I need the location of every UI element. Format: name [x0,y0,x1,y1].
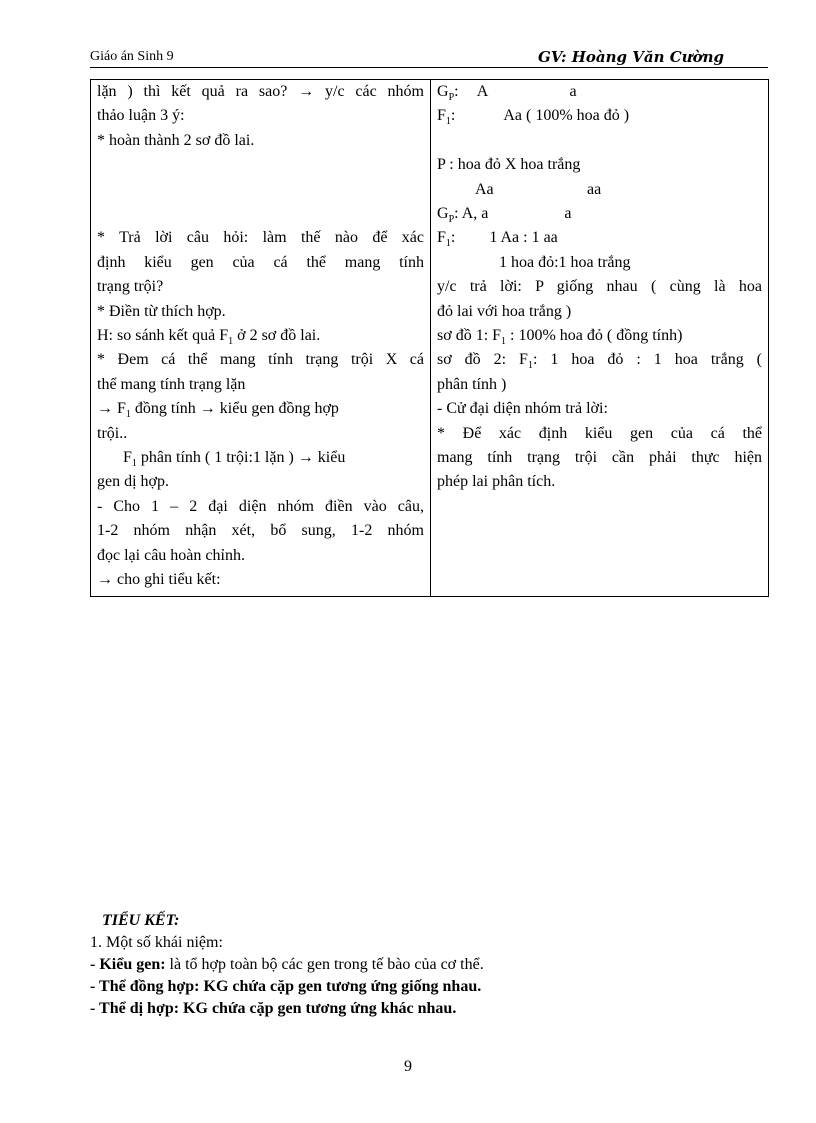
right-line: phân tính ) [437,375,507,393]
left-line: → $F_1$ đồng tính → kiểu gen đồng hợp [97,400,339,421]
left-line: lặn ) thì kết quả ra sao? → y/c các nhóm [97,83,424,100]
right-line: - Cử đại diện nhóm trả lời: [437,400,608,418]
right-line: phép lai phân tích. [437,473,556,491]
gamete-line: $G_P$: A a [437,83,577,104]
left-line: - Cho 1 – 2 đại diện nhóm điền vào câu, [97,497,424,515]
genotype-line: Aa aa [475,180,602,198]
summary-item: - Thể dị hợp: KG chứa cặp gen tương ứng khác nhau. [90,1000,457,1017]
lesson-table [90,79,769,597]
student-activity-column [431,80,769,597]
summary-section [90,910,770,1020]
left-line: → cho ghi tiểu kết: [97,571,221,589]
right-line: đỏ lai với hoa trắng ) [437,302,572,320]
header-subject: Giáo án Sinh 9 [90,49,174,64]
left-line: thể mang tính trạng lặn [97,375,246,393]
summary-heading: 1. Một số khái niệm: [90,934,223,951]
summary-title: TIỂU KẾT: [102,912,180,929]
f1-line: $F_1$: 1 Aa : 1 aa [437,229,558,250]
left-line: * Trả lời câu hỏi: làm thế nào để xác [97,229,424,247]
left-line: đọc lại câu hoàn chỉnh. [97,546,245,564]
left-line: 1-2 nhóm nhận xét, bổ sung, 1-2 nhóm [97,522,424,540]
summary-item: - Kiểu gen: là tổ hợp toàn bộ các gen trong tế bào của cơ thể. [90,956,484,973]
page-number: 9 [404,1058,412,1075]
right-line: mang tính trạng trội cần phải thực hiện [437,449,762,467]
left-line: * Đem cá thể mang tính trạng trội X cá [97,351,424,369]
right-line: sơ đồ 2: $F_1$: 1 hoa đỏ : 1 hoa trắng ( [437,351,763,372]
left-line: thảo luận 3 ý: [97,107,185,125]
right-line: sơ đồ 1: $F_1$ : 100% hoa đỏ ( đồng tính) [437,327,683,348]
left-line: H: so sánh kết quả $F_1$ ở 2 sơ đồ lai. [97,327,321,348]
page-header [90,49,768,68]
teacher-activity-column [91,80,431,597]
summary-item: - Thể đồng hợp: KG chứa cặp gen tương ứng giống nhau. [90,978,482,995]
left-line: gen dị hợp. [97,473,170,491]
right-line: * Để xác định kiểu gen của cá thể [437,424,762,442]
left-line: * hoàn thành 2 sơ đồ lai. [97,131,255,149]
header-teacher: GV: Hoàng Văn Cường [538,48,724,66]
left-line: $F_1$ phân tính ( 1 trội:1 lặn ) → kiểu [123,449,346,470]
f1-line: $F_1$: Aa ( 100% hoa đỏ ) [437,107,630,128]
phenotype-line: 1 hoa đỏ:1 hoa trắng [499,253,631,271]
left-line: định kiểu gen của cá thể mang tính [97,253,424,271]
gamete-line: $G_P$: A, a a [437,205,572,226]
left-line: trạng trội? [97,278,164,296]
left-line: trội.. [97,424,128,442]
left-line: * Điền từ thích hợp. [97,302,226,320]
parent-cross-line: P : hoa đỏ X hoa trắng [437,156,581,174]
right-line: y/c trả lời: P giống nhau ( cùng là hoa [437,278,762,296]
